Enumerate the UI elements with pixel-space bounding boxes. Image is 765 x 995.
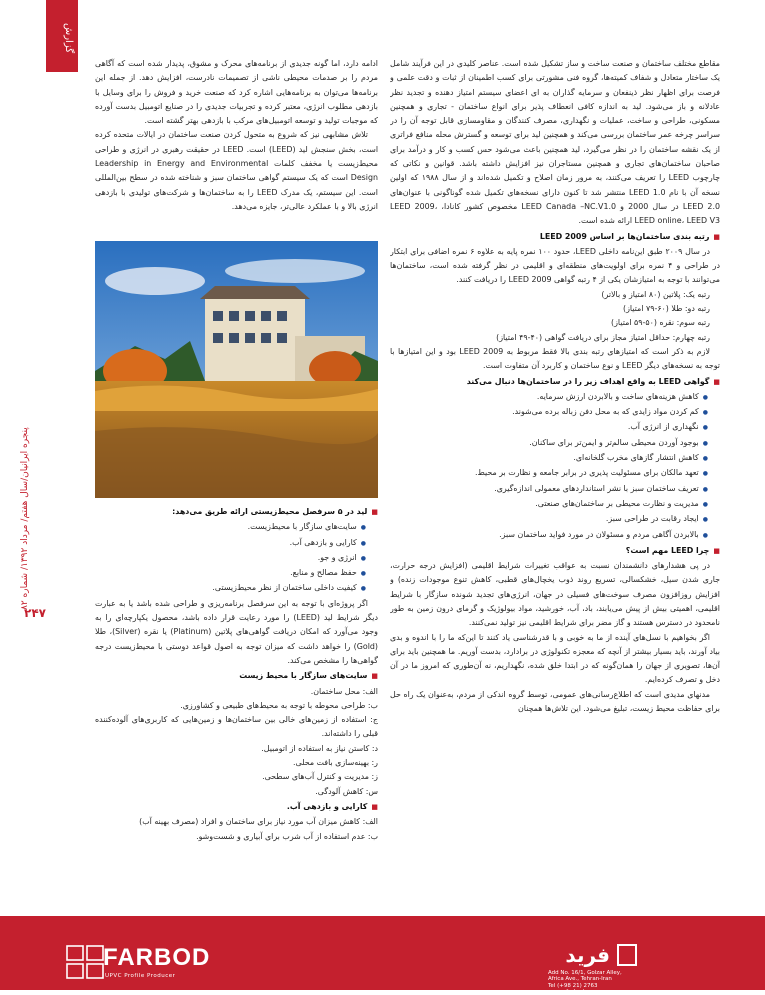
list-item: ج: استفاده از زمین‌های خالی بین ساختمان‌ها و زمین‌هایی که کاربری‌های آلوده‌کننده قبلی را داشته‌اند. bbox=[95, 715, 378, 739]
section-heading: ■ گواهی LEED به واقع اهداف زیر را در ساختمان‌ها دنبال می‌کند bbox=[390, 375, 720, 389]
building-photo bbox=[95, 241, 378, 498]
list-item: ● تعریف ساختمان سبز با نشر استانداردهای معمولی اندازه‌گیری. bbox=[390, 482, 708, 497]
list-item: ● کارایی و بازدهی آب. bbox=[95, 536, 366, 551]
list-item: ● ایجاد رقابت در طراحی سبز. bbox=[390, 512, 708, 527]
article-column-left-top bbox=[95, 57, 378, 214]
page-number: ۲۴۷ bbox=[24, 606, 46, 620]
list-item: ● کاهش هزینه‌های ساخت و بالابردن ارزش سرمایه. bbox=[390, 390, 708, 405]
address-line: www.afarbod.com bbox=[548, 988, 598, 995]
list-item: ● بالابردن آگاهی مردم و مسئولان در مورد فواید ساختمان سبز. bbox=[390, 528, 708, 543]
svg-text:فرید: فرید bbox=[565, 943, 610, 967]
rank-item: رتبه چهارم: حداقل امتیاز مجاز برای دریافت گواهی (۴۰-۴۹ امتیاز) bbox=[496, 332, 710, 342]
list-item: ب: عدم استفاده از آب شرب برای آبیاری و شست‌وشو. bbox=[196, 831, 378, 841]
list-item: ● بوجود آوردن محیطی سالم‌تر و ایمن‌تر برای ساکنان. bbox=[390, 436, 708, 451]
list-item: ● انرژی و جو. bbox=[95, 551, 366, 566]
section-heading: ■ کارایی و بازدهی آب. bbox=[95, 800, 378, 814]
section-heading: ■ لید در ۵ سرفصل محیط‌زیستی ارائه طریق می‌دهد: bbox=[95, 505, 378, 519]
paragraph: اگر پروژه‌ای با توجه به این سرفصل برنامه‌ریزی و طراحی شده باشد یا به عبارت دیگر شرایط لید (LEED) را مورد رعایت قرار داده باشد، محصول یکپارچه‌ای را به وجود می‌آورد که امکان دریافت گواهی‌های پلاتین (Platinum) یا نقره (Silver)، طلا (Gold) را خواهد داشت که میزان توجه به اصول قواعد دوستی با محیط‌زیست درجه گواهی‌ها را مشخص می‌کند. bbox=[95, 598, 378, 665]
list-item: ب: طراحی محوطه با توجه به محیط‌های طبیعی و کشاورزی. bbox=[180, 700, 378, 710]
topics-list bbox=[95, 520, 378, 596]
list-item: ● تعهد مالکان برای مسئولیت پذیری در برابر جامعه و نظارت بر محیط. bbox=[390, 466, 708, 481]
list-item: د: کاستن نیاز به استفاده از اتومبیل. bbox=[261, 743, 378, 753]
list-item: الف: کاهش میزان آب مورد نیاز برای ساختمان و افراد (مصرف بهینه آب) bbox=[139, 817, 378, 827]
section-tab-label: گزارش bbox=[63, 22, 74, 54]
list-item: الف: محل ساختمان. bbox=[310, 686, 378, 696]
brand-wordmark bbox=[548, 941, 640, 969]
list-item: ● حفظ مصالح و منابع. bbox=[95, 566, 366, 581]
rank-item: رتبه دو: طلا (۶۰-۷۹ امتیاز) bbox=[622, 304, 710, 314]
issue-sidebar-text: پنجره ایرانیان/سال هفتم/ مرداد ۱۳۹۲/ شماره ۸۲ bbox=[20, 427, 30, 610]
brand-tagline: UPVC Profile Producer bbox=[105, 973, 176, 979]
list-item: ● مدیریت و نظارت محیطی بر ساختمان‌های صنعتی. bbox=[390, 497, 708, 512]
list-item: ● کاهش انتشار گازهای مخرب گلخانه‌ای. bbox=[390, 451, 708, 466]
list-item: ر: بهینه‌سازی بافت محلی. bbox=[293, 758, 378, 768]
article-column-left-bottom bbox=[95, 504, 378, 889]
list-item: ● کم کردن مواد زایدی که به محل دفن زباله برده می‌شوند. bbox=[390, 405, 708, 420]
list-item: ● کیفیت داخلی ساختمان از نظر محیط‌زیستی. bbox=[95, 581, 366, 596]
paragraph: در پی هشدارهای دانشمندان نسبت به عواقب تغییرات شرایط اقلیمی (افزایش درجه حرارت، جاری شدن سیل، خشکسالی، تسریع روند ذوب یخچال‌های قطبی، کاهش تنوع موجودات زنده) و افزایش روزافزون مصرف سوخت‌های فسیلی در جهان، انرژی‌های تجدید شونده سازگار با شرایط اقلیمی، اهمیتی بیش از پیش می‌یابند، باد، آب، خورشید، مواد بیولوژیک و گرمای درون زمین به طور نامحدود در دسترس هستند و گاز مضر برای شرایط اقلیمی نیز تولید نمی‌کنند. bbox=[390, 561, 720, 628]
building-photo-art bbox=[95, 241, 378, 498]
list-item: ● نگهداری از انرژی آب. bbox=[390, 420, 708, 435]
address-line: Add No. 16/1, Golzar Alley, bbox=[548, 970, 622, 976]
section-heading: ■ رتبه بندی ساختمان‌ها بر اساس LEED 2009 bbox=[390, 230, 720, 244]
address-line: Africa Ave., Tehran-Iran bbox=[548, 976, 612, 983]
list-item: ● سایت‌های سازگار با محیط‌زیست. bbox=[95, 520, 366, 535]
article-column-right bbox=[390, 57, 720, 889]
section-heading: ■ سایت‌های سازگار با محیط زیست bbox=[95, 669, 378, 683]
rank-item: رتبه سوم: نقره (۵۰-۵۹ امتیاز) bbox=[611, 318, 710, 328]
brand-name: FARBOD bbox=[103, 944, 211, 971]
list-item: ز: مدیریت و کنترل آب‌های سطحی. bbox=[262, 772, 378, 782]
address-block bbox=[548, 970, 622, 995]
goals-list bbox=[390, 390, 720, 543]
list-item: س: کاهش آلودگی. bbox=[315, 786, 378, 796]
paragraph: تلاش مشابهی نیز که شروع به متحول کردن صنعت ساختمان در ایالات متحده کرده است، بخش سنجش لید (LEED) است. LEED در حقیقت رهبری در انرژی و طراحی محیط‌زیست یا مخفف کلمات Leadership in Energy and Environmental Design است که یک سیستم گواهی ساختمان سبز و شناخته شده در سطح بین‌المللی است. این سیستم، یک مدرک LEED را به ساختمان‌ها و شرکت‌های تولیدی با بازدهی انرژی بالا و با عملکرد عالی‌تر، جایزه می‌دهد. bbox=[95, 130, 379, 211]
section-heading: ■ چرا LEED مهم است؟ bbox=[390, 544, 720, 558]
rank-item: رتبه یک: پلاتین (۸۰ امتیاز و بالاتر) bbox=[601, 289, 710, 299]
paragraph: اگر بخواهیم با نسل‌های آینده از ما به خوبی و با قدرشناسی یاد کنند تا این‌که ما را با اندوه و بدی بیاد آورند، باید بسیار بیشتر از آنچه که معجزه تکنولوژی در برادارد، بدست آوریم. ما همچنین باید برای آن‌ها، تصویری از جهان را همان‌گونه که در ابتدا خلق شده، نگهداریم، نه آن‌طوری که امروز ما در آن دخل و تصرف کرده‌ایم. bbox=[390, 632, 720, 685]
paragraph: لازم به ذکر است که امتیازهای رتبه بندی بالا فقط مربوط به LEED 2009 بود و این امتیازها با توجه به نسخه‌های دیگر LEED و نوع ساختمان و کاربرد آن متفاوت است. bbox=[390, 346, 720, 371]
paragraph: مقاطع مختلف ساختمان و صنعت ساخت و ساز تشکیل شده است. عناصر کلیدی در این فرآیند شامل یک ساختار متعادل و شفاف کمیته‌ها، گروه فنی مشورتی برای کسب اطمینان از ثبات و دقت علمی و فرصت برای اظهار نظر ذینفعان و سرمایه گذاران به ای اعضای سیستم امتیاز دهنده و تجدید نظر عادلانه و باز می‌شود. لید به اندازه کافی انعطاف پذیر برای انواع ساختمان - تجاری و همچنین مسکونی، طراحی و ساخت، عملیات و نگهداری، مصرف کنندگان و مقاومسازی قابل توجه آن را در سراسر چرخه عمر ساختمان بررسی می‌کند و همچنین لید برای توسعه و گسترش محله منافع فراتری از یک نقشه ساختمان را در نظر می‌گیرد، لید همچنین باعث می‌شود حس کسب و کار و درآمد برای صاحبان ساختمان‌های تجاری و همچنین مستاجران نیز افزایش داشته باشد. قوانین و نکاتی که چارچوب LEED را تعریف می‌کنند، به مرور زمان اصلاح و تکمیل شده‌اند و از سال ۱۹۸۸ که اولین نسخه آن با نام LEED 1.0 منتشر شد تا کنون دارای نسخه‌های تکمیل شده گوناگونی با عنوان‌های LEED 2.0 در سال 2000 و LEED Canada –NC.V1.0 مخصوص کشور کانادا، LEED 2009، LEED online، LEED V3 ارائه شده است. bbox=[390, 59, 720, 226]
paragraph: در سال ۲۰۰۹ طبق این‌نامه داخلی LEED، حدود ۱۰۰ نمره پایه به علاوه ۶ نمره اضافی برای ابتکار در طراحی و ۴ نمره برای اولویت‌های منطقه‌ای و اقلیمی در نظر گرفته شده است، ساختمان‌ها می‌توانند با توجه به امتیازشان یکی از ۴ رتبه گواهی LEED 2009 را دریافت کنند. bbox=[390, 246, 720, 285]
paragraph: ادامه دارد، اما گونه جدیدی از برنامه‌های محرک و مشوق، پدیدار شده است که آگاهی مردم را بر صدمات محیطی ناشی از تصمیمات نادرست، افزایش دهد. از جمله این برنامه‌ها می‌توان به برنامه‌هایی اشاره کرد که صنعت خرید و فروش را برای وسایل با بازدهی مطلوب انرژی، معتبر کرده و تجربیات جدیدی را در صنایع اتومبیل بدست آورده که موجبات تولید و توسعه اتومبیل‌های مرکب با بازدهی بهتر گشته است. bbox=[95, 59, 378, 126]
paragraph: مدنهای مدیدی است که اطلاع‌رسانی‌های عمومی، توسط گروه اندکی از مردم، به‌عنوان یک راه حل برای حفاظت محیط زیست، تبلیغ می‌شود. این تلاش‌ها همچنان bbox=[390, 689, 720, 714]
address-line: Tel (+98 21) 2763 bbox=[548, 982, 598, 989]
farbod-logo-icon bbox=[65, 944, 105, 980]
